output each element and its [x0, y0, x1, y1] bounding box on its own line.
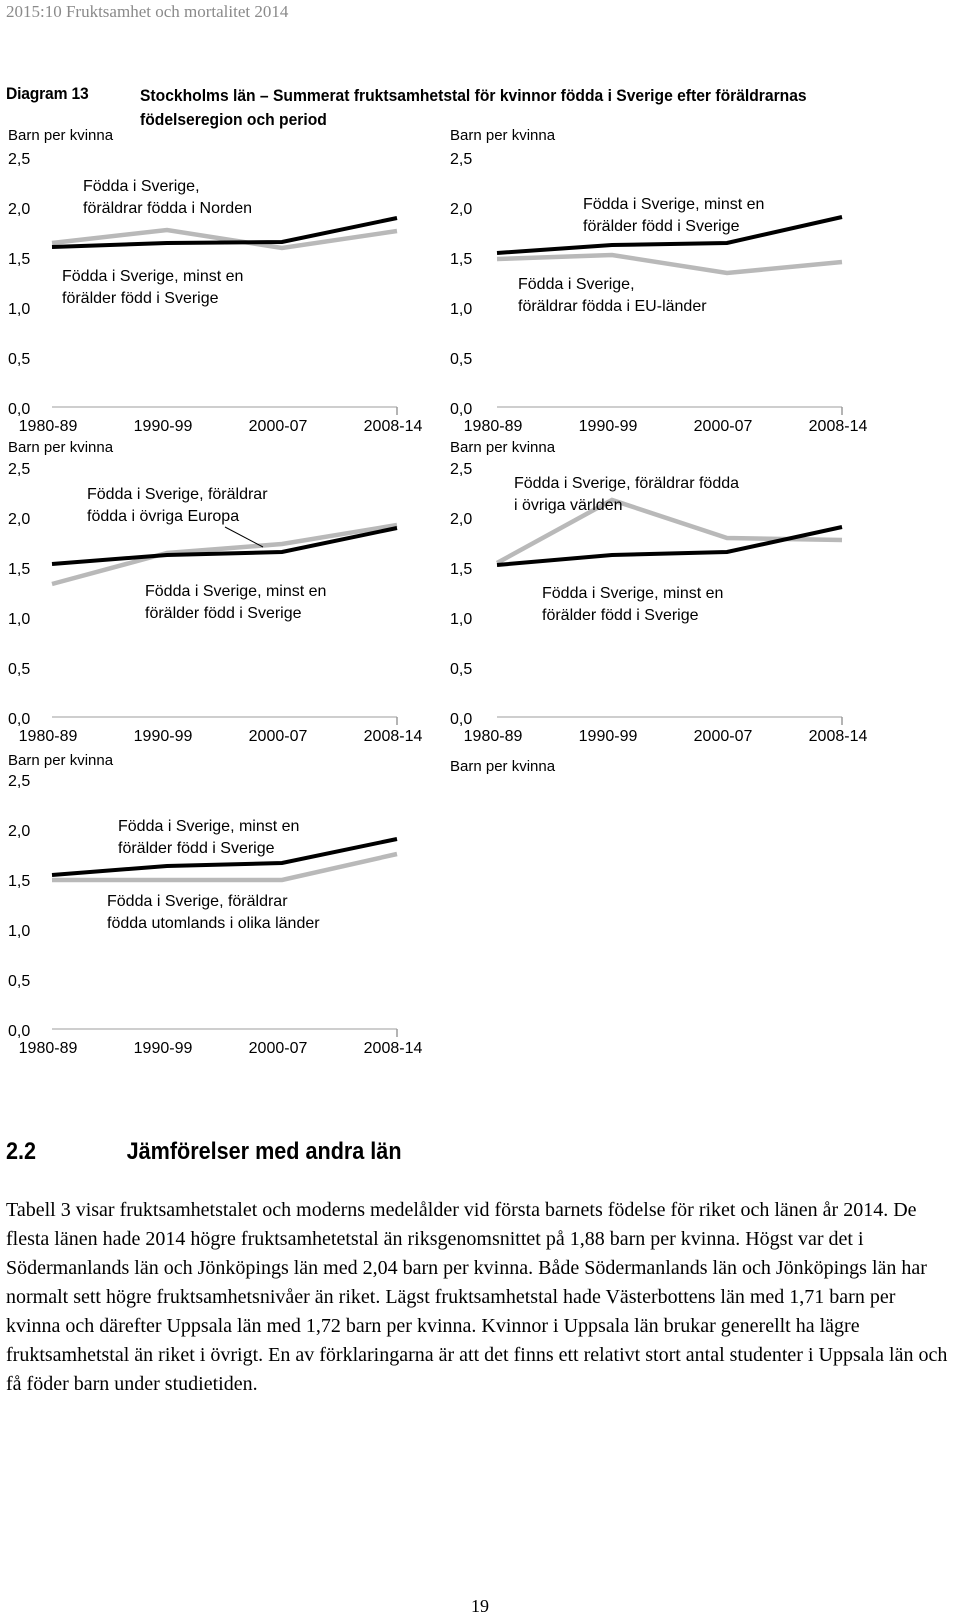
y-tick-label: 0,0 [8, 401, 31, 418]
series-annotation: förälder född i Sverige [62, 290, 219, 307]
x-tick-label: 2008-14 [808, 728, 868, 745]
series-annotation: Födda i Sverige, minst en [62, 268, 244, 285]
y-tick-label: 2,5 [8, 151, 31, 168]
y-tick-label: 2,0 [8, 823, 31, 840]
chart-panel-4 [450, 439, 867, 745]
y-tick-label: 2,5 [8, 461, 31, 478]
y-axis-label-extra: Barn per kvinna [450, 758, 556, 775]
y-tick-label: 1,5 [8, 873, 31, 890]
series-annotation: Födda i Sverige, föräldrar födda [514, 475, 740, 492]
series-annotation: Födda i Sverige, minst en [542, 585, 724, 602]
series-annotation: födda i övriga Europa [87, 508, 240, 525]
x-tick-label: 1990-99 [578, 728, 638, 745]
series-annotation: förälder född i Sverige [145, 605, 302, 622]
series-annotation: förälder född i Sverige [118, 840, 275, 857]
y-tick-label: 2,0 [450, 201, 473, 218]
x-tick-label: 2000-07 [693, 728, 753, 745]
y-tick-label: 1,0 [450, 301, 473, 318]
y-tick-label: 0,5 [8, 973, 31, 990]
x-tick-label: 2008-14 [808, 418, 868, 435]
y-tick-label: 1,5 [450, 561, 473, 578]
series-annotation: Födda i Sverige, minst en [583, 196, 765, 213]
chart-panel-2 [450, 127, 867, 435]
x-tick-label: 2000-07 [248, 418, 308, 435]
x-tick-label: 2000-07 [693, 418, 753, 435]
x-tick-label: 2000-07 [248, 728, 308, 745]
y-axis-label: Barn per kvinna [450, 439, 556, 456]
y-tick-label: 1,0 [450, 611, 473, 628]
page-number: 19 [471, 1596, 489, 1616]
diagram-title: Stockholms län – Summerat fruktsamhetstal för kvinnor födda i Sverige efter föräldrarnas födelseregion och period [140, 86, 807, 129]
y-tick-label: 2,0 [8, 201, 31, 218]
x-tick-label: 1980-89 [18, 418, 78, 435]
y-tick-label: 1,0 [8, 923, 31, 940]
x-tick-label: 1980-89 [463, 728, 523, 745]
x-tick-label: 2008-14 [363, 1040, 423, 1057]
y-axis-label: Barn per kvinna [8, 127, 114, 144]
running-header: 2015:10 Fruktsamhet och mortalitet 2014 [6, 2, 289, 21]
series-annotation: föräldrar födda i EU-länder [518, 298, 707, 315]
x-tick-label: 1990-99 [578, 418, 638, 435]
series-annotation: förälder född i Sverige [542, 607, 699, 624]
body-paragraph: Tabell 3 visar fruktsamhetstalet och moderns medelålder vid första barnets födelse för riket och länen år 2014. De flesta länen hade 2014 högre fruktsamhetetstal än riksgenomsnittet på 1,88 barn per kvinna. Högst var det i Södermanlands län och Jönköpings län med 2,04 barn per kvinna. Både Södermanlands län och Jönköpings län har normalt sett högre fruktsamhetsnivåer än riket. Lägst fruktsamhetstal hade Västerbottens län med 1,71 barn per kvinna och därefter Uppsala län med 1,72 barn per kvinna. Kvinnor i Uppsala län brukar generellt ha lägre fruktsamhetstal än riket i övrigt. En av förklaringarna är att det finns ett relativt stort antal studenter i Uppsala län och få föder barn under studietiden. [6, 1199, 948, 1395]
series-annotation: Födda i Sverige, föräldrar [107, 893, 288, 910]
y-tick-label: 0,0 [450, 711, 473, 728]
y-tick-label: 2,5 [450, 461, 473, 478]
series-annotation: Födda i Sverige, [83, 178, 200, 195]
series-line [52, 218, 397, 247]
chart-panel-3 [8, 439, 422, 745]
series-annotation: föräldrar födda i Norden [83, 200, 252, 217]
chart-panel-1 [8, 127, 422, 435]
y-tick-label: 1,5 [8, 251, 31, 268]
x-tick-label: 1980-89 [18, 1040, 78, 1057]
y-tick-label: 1,5 [8, 561, 31, 578]
y-tick-label: 2,0 [8, 511, 31, 528]
series-annotation: födda utomlands i olika länder [107, 915, 320, 932]
y-tick-label: 0,5 [8, 661, 31, 678]
y-axis-label: Barn per kvinna [8, 752, 114, 769]
series-annotation: förälder född i Sverige [583, 218, 740, 235]
diagram-label: Diagram 13 [6, 84, 89, 103]
series-annotation: i övriga världen [514, 497, 623, 514]
y-tick-label: 0,5 [450, 661, 473, 678]
annotation-leader-line [225, 527, 263, 547]
section-title: Jämförelser med andra län [126, 1138, 402, 1165]
series-line [52, 854, 397, 880]
section-number: 2.2 [6, 1138, 37, 1165]
y-tick-label: 0,5 [450, 351, 473, 368]
series-annotation: Födda i Sverige, minst en [145, 583, 327, 600]
x-tick-label: 1990-99 [133, 1040, 193, 1057]
x-tick-label: 1980-89 [463, 418, 523, 435]
y-tick-label: 0,0 [8, 711, 31, 728]
series-line [497, 255, 842, 273]
y-tick-label: 2,5 [450, 151, 473, 168]
y-axis-label: Barn per kvinna [8, 439, 114, 456]
series-annotation: Födda i Sverige, [518, 276, 635, 293]
x-tick-label: 2008-14 [363, 418, 423, 435]
y-tick-label: 1,0 [8, 301, 31, 318]
series-annotation: Födda i Sverige, föräldrar [87, 486, 268, 503]
x-tick-label: 2008-14 [363, 728, 423, 745]
x-tick-label: 1980-89 [18, 728, 78, 745]
series-annotation: Födda i Sverige, minst en [118, 818, 300, 835]
section-heading [6, 1138, 402, 1166]
x-tick-label: 1990-99 [133, 728, 193, 745]
y-tick-label: 0,0 [8, 1023, 31, 1040]
y-axis-label: Barn per kvinna [450, 127, 556, 144]
x-tick-label: 2000-07 [248, 1040, 308, 1057]
x-tick-label: 1990-99 [133, 418, 193, 435]
y-tick-label: 0,5 [8, 351, 31, 368]
chart-panel-5 [8, 752, 422, 1057]
y-tick-label: 1,5 [450, 251, 473, 268]
y-tick-label: 2,0 [450, 511, 473, 528]
y-tick-label: 2,5 [8, 773, 31, 790]
y-tick-label: 0,0 [450, 401, 473, 418]
y-tick-label: 1,0 [8, 611, 31, 628]
